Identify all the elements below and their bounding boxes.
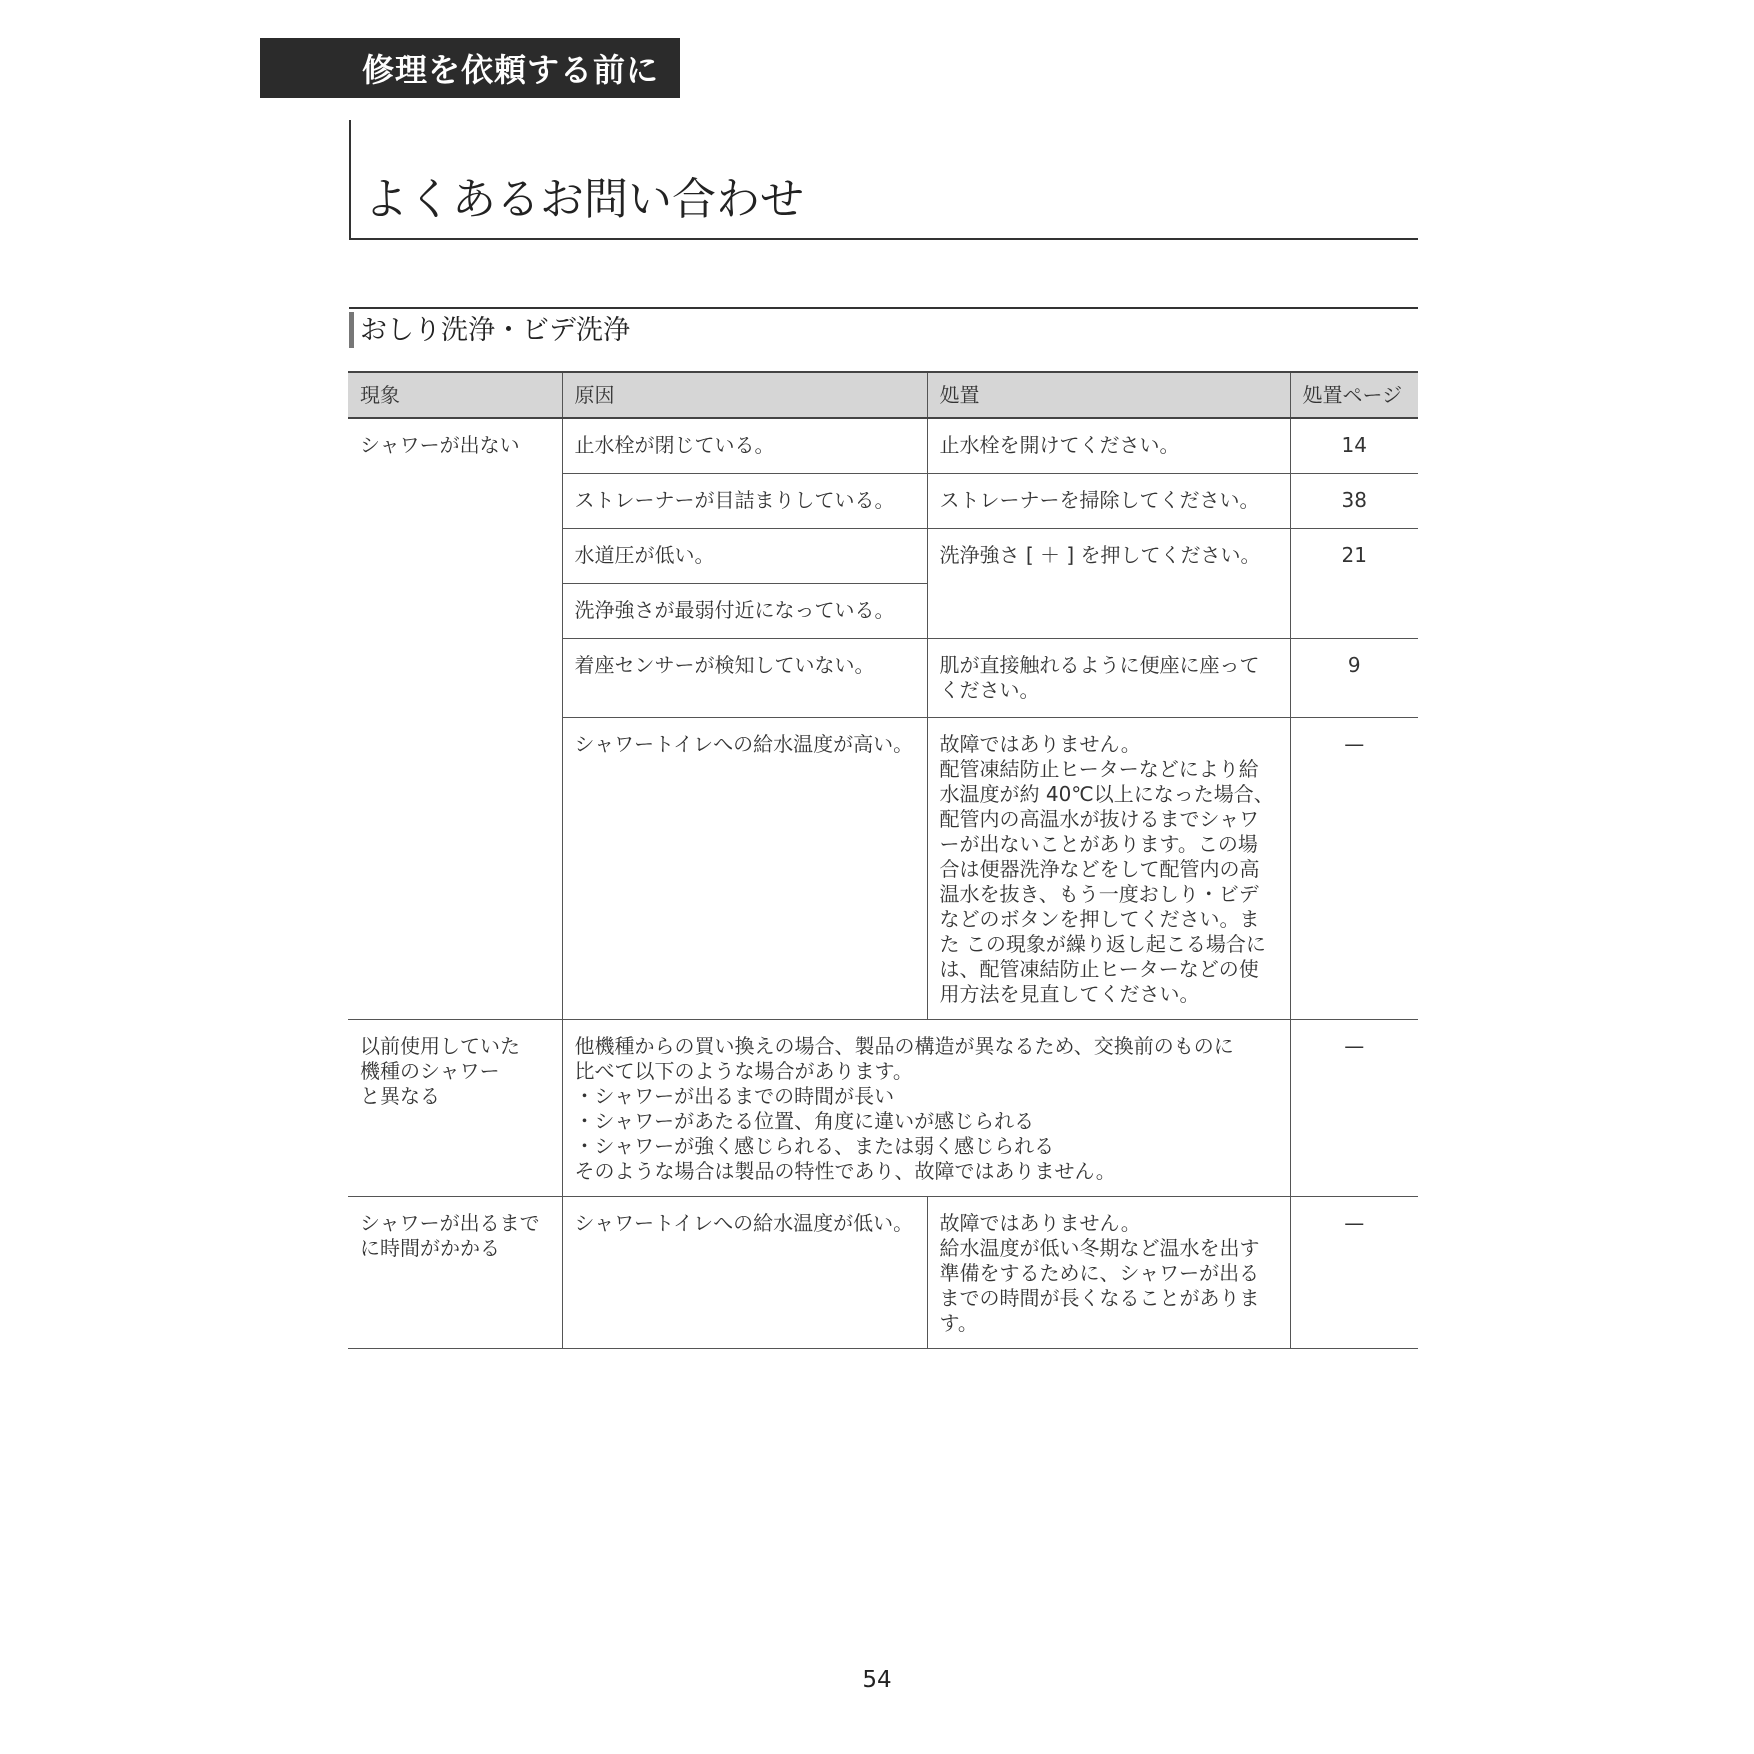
chapter-banner-label: 修理を依頼する前に: [362, 51, 660, 89]
page-number: 54: [862, 1667, 892, 1693]
action-cell: 肌が直接触れるように便座に座ってください。: [927, 638, 1290, 717]
header-action: 処置: [927, 372, 1290, 418]
header-page: 処置ページ: [1290, 372, 1418, 418]
page-cell: 9: [1290, 638, 1418, 717]
page-cell: —: [1290, 717, 1418, 1019]
cause-cell: 止水栓が閉じている。: [562, 418, 927, 473]
cause-cell: 他機種からの買い換えの場合、製品の構造が異なるため、交換前のものに 比べて以下のような場合があります。 ・シャワーが出るまでの時間が長い ・シャワーがあたる位置、角度に違いが感じられる ・シャワーが強く感じられる、または弱く感じられる そのような場合は製品の特性であり、故障ではありません。: [562, 1019, 1290, 1196]
page-cell: —: [1290, 1019, 1418, 1196]
action-cell: 止水栓を開けてください。: [927, 418, 1290, 473]
header-cause: 原因: [562, 372, 927, 418]
page-title: よくあるお問い合わせ: [364, 174, 804, 225]
action-cell: 洗浄強さ [ ＋ ] を押してください。: [927, 528, 1290, 638]
cause-cell: 洗浄強さが最弱付近になっている。: [562, 583, 927, 638]
action-cell: 故障ではありません。 配管凍結防止ヒーターなどにより給水温度が約 40℃以上になった場合、配管内の高温水が抜けるまでシャワーが出ないことがあります。この場合は便器洗浄などをして配管内の高温水を抜き、もう一度おしり・ビデなどのボタンを押してください。また この現象が繰り返し起こる場合には、配管凍結防止ヒーターなどの使用方法を見直してください。: [927, 717, 1290, 1019]
cause-cell: 着座センサーが検知していない。: [562, 638, 927, 717]
cause-cell: ストレーナーが目詰まりしている。: [562, 473, 927, 528]
symptom-cell: シャワーが出ない: [348, 418, 562, 1019]
table-row: [348, 1196, 1418, 1348]
section-top-rule: [349, 307, 1418, 309]
title-vertical-rule: [349, 120, 351, 240]
cause-cell: 水道圧が低い。: [562, 528, 927, 583]
section-title: おしり洗浄・ビデ洗浄: [360, 315, 630, 346]
header-symptom: 現象: [348, 372, 562, 418]
action-cell: ストレーナーを掃除してください。: [927, 473, 1290, 528]
table-row: [348, 1019, 1418, 1196]
action-cell: 故障ではありません。 給水温度が低い冬期など温水を出す準備をするために、シャワーが出るまでの時間が長くなることがあります。: [927, 1196, 1290, 1348]
table-header-row: [348, 372, 1418, 418]
section-marker: [349, 312, 354, 348]
symptom-cell: シャワーが出るまで に時間がかかる: [348, 1196, 562, 1348]
page-cell: —: [1290, 1196, 1418, 1348]
table-row: [348, 418, 1418, 473]
cause-cell: シャワートイレへの給水温度が高い。: [562, 717, 927, 1019]
cause-cell: シャワートイレへの給水温度が低い。: [562, 1196, 927, 1348]
chapter-banner: [260, 38, 680, 98]
faq-table: [348, 371, 1418, 1349]
page-cell: 14: [1290, 418, 1418, 473]
page-cell: 38: [1290, 473, 1418, 528]
symptom-cell: 以前使用していた 機種のシャワー と異なる: [348, 1019, 562, 1196]
page-cell: 21: [1290, 528, 1418, 638]
title-horizontal-rule: [349, 238, 1418, 240]
